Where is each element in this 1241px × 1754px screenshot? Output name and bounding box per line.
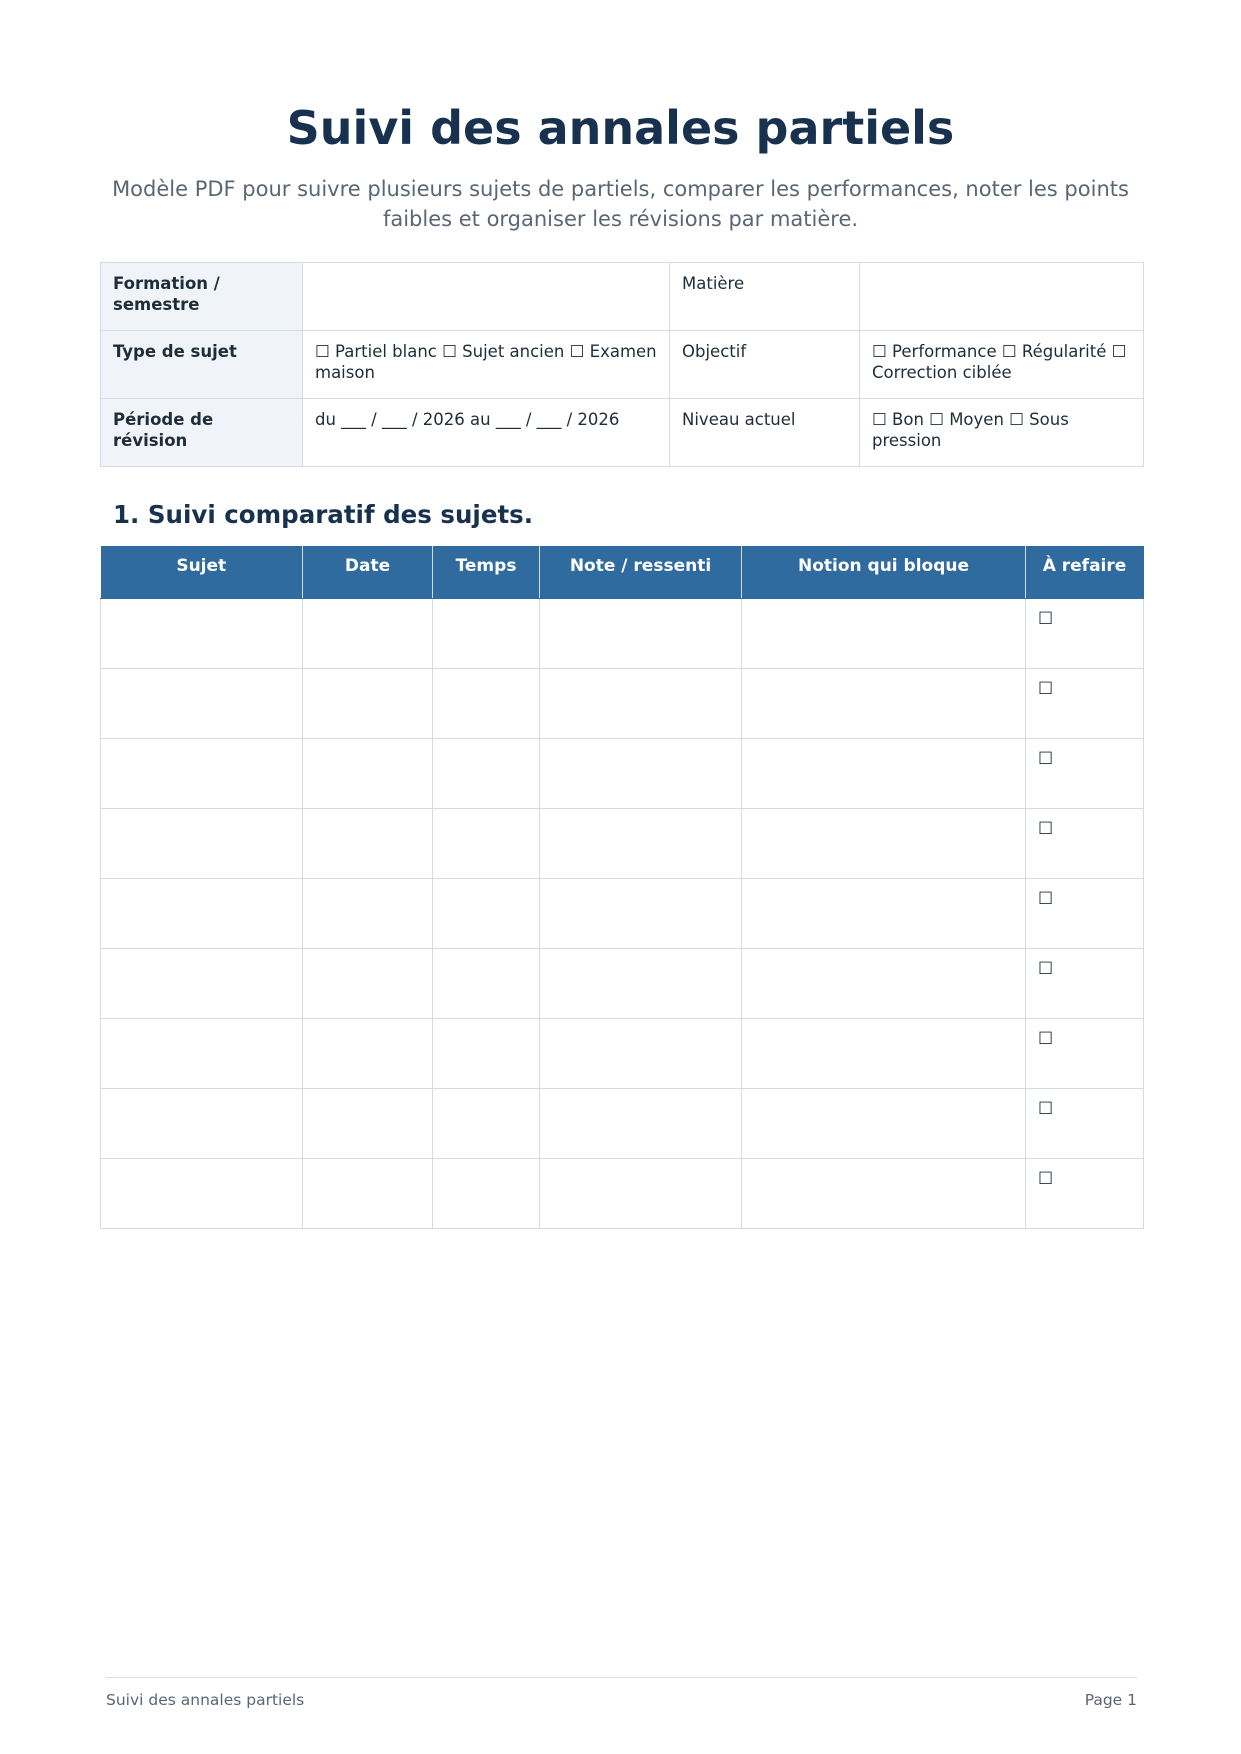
footer-title: Suivi des annales partiels: [106, 1691, 305, 1709]
tracking-table: [100, 546, 1144, 1229]
table-cell[interactable]: [540, 878, 742, 948]
info-label: Type de sujet: [101, 331, 303, 399]
table-cell[interactable]: [101, 1088, 303, 1158]
redo-checkbox[interactable]: ☐: [1026, 1158, 1144, 1228]
column-header: Sujet: [101, 546, 303, 598]
table-cell[interactable]: [540, 1158, 742, 1228]
table-row: [101, 1088, 1144, 1158]
table-cell[interactable]: [303, 668, 433, 738]
table-cell[interactable]: [742, 948, 1026, 1018]
table-cell[interactable]: [303, 738, 433, 808]
info-row: [101, 263, 1144, 331]
table-cell[interactable]: [433, 668, 540, 738]
redo-checkbox[interactable]: ☐: [1026, 668, 1144, 738]
table-row: [101, 878, 1144, 948]
page-number: Page 1: [1084, 1691, 1137, 1709]
table-cell[interactable]: [433, 1088, 540, 1158]
redo-checkbox[interactable]: ☐: [1026, 948, 1144, 1018]
column-header: À refaire: [1026, 546, 1144, 598]
table-cell[interactable]: [742, 1088, 1026, 1158]
table-cell[interactable]: [742, 668, 1026, 738]
table-cell[interactable]: [101, 948, 303, 1018]
table-row: [101, 808, 1144, 878]
table-cell[interactable]: [540, 668, 742, 738]
redo-checkbox[interactable]: ☐: [1026, 878, 1144, 948]
table-cell[interactable]: [433, 878, 540, 948]
table-cell[interactable]: [540, 1018, 742, 1088]
table-cell[interactable]: [433, 1158, 540, 1228]
table-cell[interactable]: [540, 808, 742, 878]
table-cell[interactable]: [742, 808, 1026, 878]
info-table: [100, 262, 1144, 467]
table-cell[interactable]: [433, 948, 540, 1018]
info-label: Formation / semestre: [101, 263, 303, 331]
info-row: [101, 399, 1144, 467]
table-cell[interactable]: [742, 738, 1026, 808]
column-header: Note / ressenti: [540, 546, 742, 598]
table-cell[interactable]: [303, 1018, 433, 1088]
redo-checkbox[interactable]: ☐: [1026, 1088, 1144, 1158]
table-cell[interactable]: [433, 808, 540, 878]
table-cell[interactable]: [101, 598, 303, 668]
redo-checkbox[interactable]: ☐: [1026, 598, 1144, 668]
redo-checkbox[interactable]: ☐: [1026, 738, 1144, 808]
table-cell[interactable]: [101, 738, 303, 808]
table-cell[interactable]: [101, 878, 303, 948]
table-cell[interactable]: [433, 738, 540, 808]
table-cell[interactable]: [303, 1088, 433, 1158]
table-cell[interactable]: [101, 808, 303, 878]
document-title: Suivi des annales partiels: [286, 101, 955, 155]
info-value-field[interactable]: du ___ / ___ / 2026 au ___ / ___ / 2026: [303, 399, 670, 467]
section-heading: 1. Suivi comparatif des sujets.: [113, 500, 534, 529]
table-cell[interactable]: [540, 738, 742, 808]
table-row: [101, 738, 1144, 808]
table-cell[interactable]: [540, 598, 742, 668]
table-row: [101, 668, 1144, 738]
table-row: [101, 598, 1144, 668]
info-label: Objectif: [670, 331, 860, 399]
info-value-field[interactable]: [860, 263, 1144, 331]
table-row: [101, 948, 1144, 1018]
table-cell[interactable]: [101, 1158, 303, 1228]
table-cell[interactable]: [303, 948, 433, 1018]
table-cell[interactable]: [742, 1158, 1026, 1228]
info-label: Niveau actuel: [670, 399, 860, 467]
column-header: Temps: [433, 546, 540, 598]
document-subtitle: Modèle PDF pour suivre plusieurs sujets de partiels, comparer les performances, noter les points faibles et organiser les révisions par matière.: [112, 177, 1129, 231]
table-cell[interactable]: [303, 598, 433, 668]
table-row: [101, 1018, 1144, 1088]
redo-checkbox[interactable]: ☐: [1026, 808, 1144, 878]
table-cell[interactable]: [540, 948, 742, 1018]
info-value-field[interactable]: ☐ Bon ☐ Moyen ☐ Sous pression: [860, 399, 1144, 467]
table-cell[interactable]: [742, 878, 1026, 948]
table-cell[interactable]: [433, 598, 540, 668]
table-cell[interactable]: [303, 1158, 433, 1228]
info-label: Période de révision: [101, 399, 303, 467]
table-cell[interactable]: [101, 1018, 303, 1088]
table-cell[interactable]: [742, 598, 1026, 668]
table-cell[interactable]: [540, 1088, 742, 1158]
table-cell[interactable]: [433, 1018, 540, 1088]
info-value-field[interactable]: [303, 263, 670, 331]
info-value-field[interactable]: ☐ Partiel blanc ☐ Sujet ancien ☐ Examen maison: [303, 331, 670, 399]
redo-checkbox[interactable]: ☐: [1026, 1018, 1144, 1088]
footer-divider: [106, 1677, 1137, 1678]
info-value-field[interactable]: ☐ Performance ☐ Régularité ☐ Correction ciblée: [860, 331, 1144, 399]
info-label: Matière: [670, 263, 860, 331]
table-cell[interactable]: [303, 878, 433, 948]
column-header: Date: [303, 546, 433, 598]
table-row: [101, 1158, 1144, 1228]
table-cell[interactable]: [101, 668, 303, 738]
table-cell[interactable]: [303, 808, 433, 878]
column-header: Notion qui bloque: [742, 546, 1026, 598]
info-row: [101, 331, 1144, 399]
table-cell[interactable]: [742, 1018, 1026, 1088]
